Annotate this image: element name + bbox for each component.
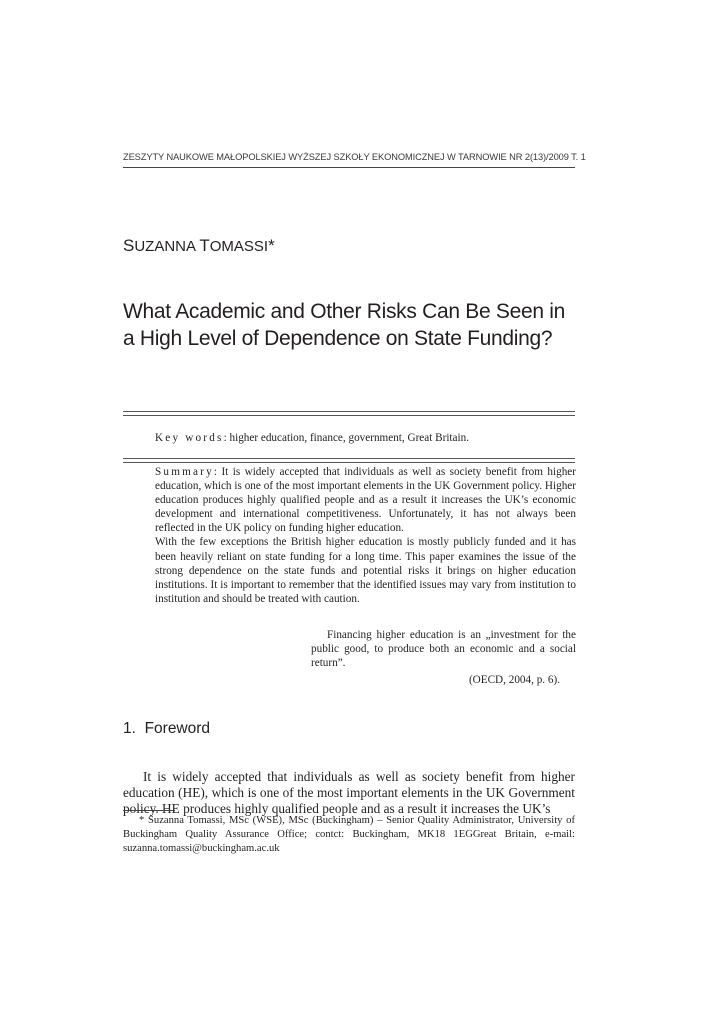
running-head-rule	[123, 167, 575, 168]
running-head: ZESZYTY NAUKOWE MAŁOPOLSKIEJ WYŻSZEJ SZKOŁY EKONOMICZNEJ W TARNOWIE NR 2(13)/2009 T. 1	[123, 152, 586, 162]
summary	[155, 465, 576, 606]
quote-citation: (OECD, 2004, p. 6).	[468, 674, 560, 686]
keywords-top-rule	[123, 411, 575, 416]
quote-text: Financing higher education is an „investment for the public good, to produce both an economic and a social return”.	[311, 629, 576, 669]
keywords-text: : higher education, finance, government, Great Britain.	[223, 432, 470, 444]
section-number: 1.	[123, 720, 136, 737]
author-last-rest: OMASSI	[209, 238, 269, 255]
author-last-initial: T	[199, 236, 210, 255]
footnote-rule	[123, 810, 175, 811]
title-line-2: a High Level of Dependence on State Funding?	[123, 327, 553, 350]
section-title: Foreword	[144, 720, 211, 737]
author-first-rest: UZANNA	[134, 238, 196, 255]
body-text	[123, 769, 575, 818]
author-first-initial: S	[123, 236, 135, 255]
footnote-text: * Suzanna Tomassi, MSc (WSE), MSc (Buckingham) – Senior Quality Administrator, University of Buckingham Quality Assurance Office; contct: Buckingham, MK18 1EGGreat Britain, e-mail: suzanna.tomassi@buckingham.ac.uk	[123, 815, 575, 855]
footnote	[123, 814, 575, 857]
author-name	[123, 236, 275, 256]
section-heading	[123, 720, 210, 738]
keywords-label: Key words	[155, 432, 224, 444]
title-line-1: What Academic and Other Risks Can Be Seen in	[123, 300, 566, 323]
summary-text-1: : It is widely accepted that individuals as well as society benefit from higher education, which is one of the most important elements in the UK Government policy. Higher education produces highly qualified people and as a result it increases the UK’s economic development and international competitiveness. Unfortunately, it has not always been reflected in the UK policy on funding higher education.	[155, 466, 576, 535]
paper-title	[123, 298, 583, 352]
author-footnote-mark: *	[268, 236, 275, 255]
body-paragraph: It is widely accepted that individuals as well as society benefit from higher education (HE), which is one of the most important elements in the UK Government policy. HE produces highly qualified people and as a result it increases the UK’s	[123, 769, 575, 817]
summary-label: Summary	[155, 466, 214, 478]
summary-paragraph-2: With the few exceptions the British higher education is mostly publicly funded and it has been heavily reliant on state funding for a long time. This paper examines the issue of the strong dependence on the state funds and potential risks it brings on higher education institutions. It is important to remember that the identified issues may vary from institution to institution and should be treated with caution.	[155, 536, 576, 605]
epigraph-quote	[311, 628, 576, 687]
summary-paragraph-1	[155, 465, 576, 535]
keywords	[155, 432, 469, 444]
keywords-bottom-rule	[123, 458, 575, 463]
